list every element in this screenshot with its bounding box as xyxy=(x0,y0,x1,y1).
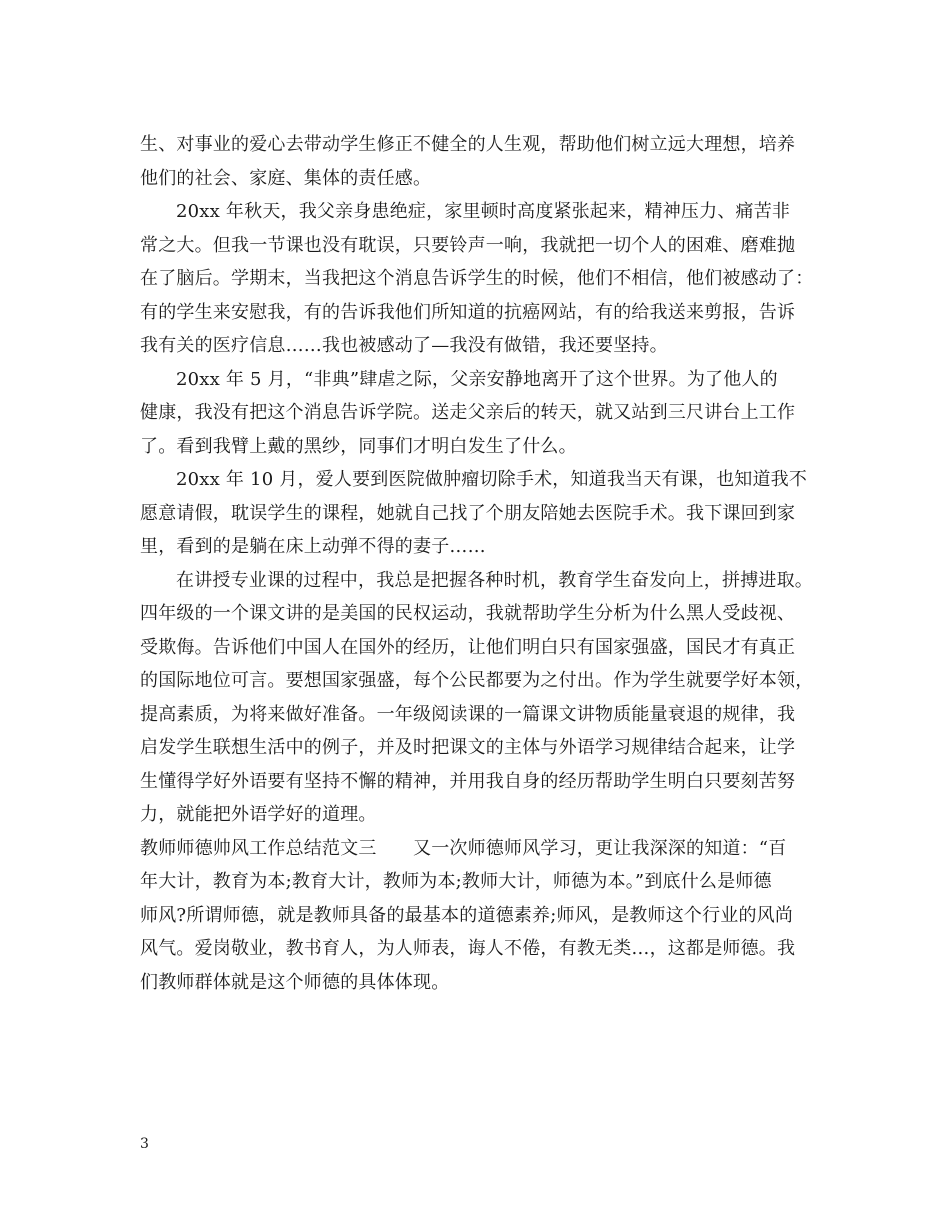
text-line: 受欺侮。告诉他们中国人在国外的经历，让他们明白只有国家强盛，国民才有真正 xyxy=(140,636,796,658)
text-line: 20xx 年 5 月，“非典”肆虐之际，父亲安静地离开了这个世界。为了他人的 xyxy=(176,368,778,390)
section-heading-line: 教师师德帅风工作总结范文三 又一次师德师风学习，更让我深深的知道：“百 xyxy=(140,837,787,859)
text-line: 四年级的一个课文讲的是美国的民权运动，我就帮助学生分析为什么黑人受歧视、 xyxy=(140,603,796,624)
text-line: 里，看到的是躺在床上动弹不得的妻子…… xyxy=(140,536,486,557)
text-line: 了。看到我臂上戴的黑纱，同事们才明白发生了什么。 xyxy=(140,435,577,457)
text-line: 力，就能把外语学好的道理。 xyxy=(140,804,377,825)
text-line: 风气。爱岗敬业，教书育人，为人师表，诲人不倦，有教无类…，这都是师德。我 xyxy=(140,938,796,959)
text-line: 愿意请假，耽误学生的课程，她就自己找了个朋友陪她去医院手术。我下课回到家 xyxy=(140,502,796,524)
text-line: 师风?所谓师德，就是教师具备的最基本的道德素养;师风，是教师这个行业的风尚 xyxy=(140,904,794,926)
text-line: 常之大。但我一节课也没有耽误，只要铃声一响，我就把一切个人的困难、磨难抛 xyxy=(140,234,796,256)
text-line: 健康，我没有把这个消息告诉学院。送走父亲后的转天，就又站到三尺讲台上工作 xyxy=(140,402,796,423)
text-line: 生懂得学好外语要有坚持不懈的精神，并用我自身的经历帮助学生明白只要刻苦努 xyxy=(140,770,796,792)
text-line: 在讲授专业课的过程中，我总是把握各种时机，教育学生奋发向上，拼搏进取。 xyxy=(176,569,813,591)
text-line: 在了脑后。学期末，当我把这个消息告诉学生的时候，他们不相信，他们被感动了： xyxy=(140,268,814,289)
text-line: 们教师群体就是这个师德的具体体现。 xyxy=(140,971,450,993)
text-line: 启发学生联想生活中的例子，并及时把课文的主体与外语学习规律结合起来，让学 xyxy=(140,737,796,758)
text-line: 我有关的医疗信息……我也被感动了—我没有做错，我还要坚持。 xyxy=(140,335,668,356)
text-line: 的国际地位可言。要想国家强盛，每个公民都要为之付出。作为学生就要学好本领， xyxy=(140,670,814,691)
text-line: 生、对事业的爱心去带动学生修正不健全的人生观，帮助他们树立远大理想，培养 xyxy=(140,134,796,155)
page-number: 3 xyxy=(140,1136,149,1152)
text-line: 有的学生来安慰我，有的告诉我他们所知道的抗癌网站，有的给我送来剪报，告诉 xyxy=(140,301,796,323)
text-line: 年大计，教育为本;教育大计，教师为本;教师大计，师德为本。”到底什么是师德 xyxy=(140,871,772,892)
text-line: 他们的社会、家庭、集体的责任感。 xyxy=(140,167,432,189)
text-line: 提高素质，为将来做好准备。一年级阅读课的一篇课文讲物质能量衰退的规律，我 xyxy=(140,703,796,725)
text-line: 20xx 年秋天，我父亲身患绝症，家里顿时高度紧张起来，精神压力、痛苦非 xyxy=(176,201,791,222)
text-line: 20xx 年 10 月，爱人要到医院做肿瘤切除手术，知道我当天有课，也知道我不 xyxy=(176,469,808,490)
body-text xyxy=(140,128,812,999)
